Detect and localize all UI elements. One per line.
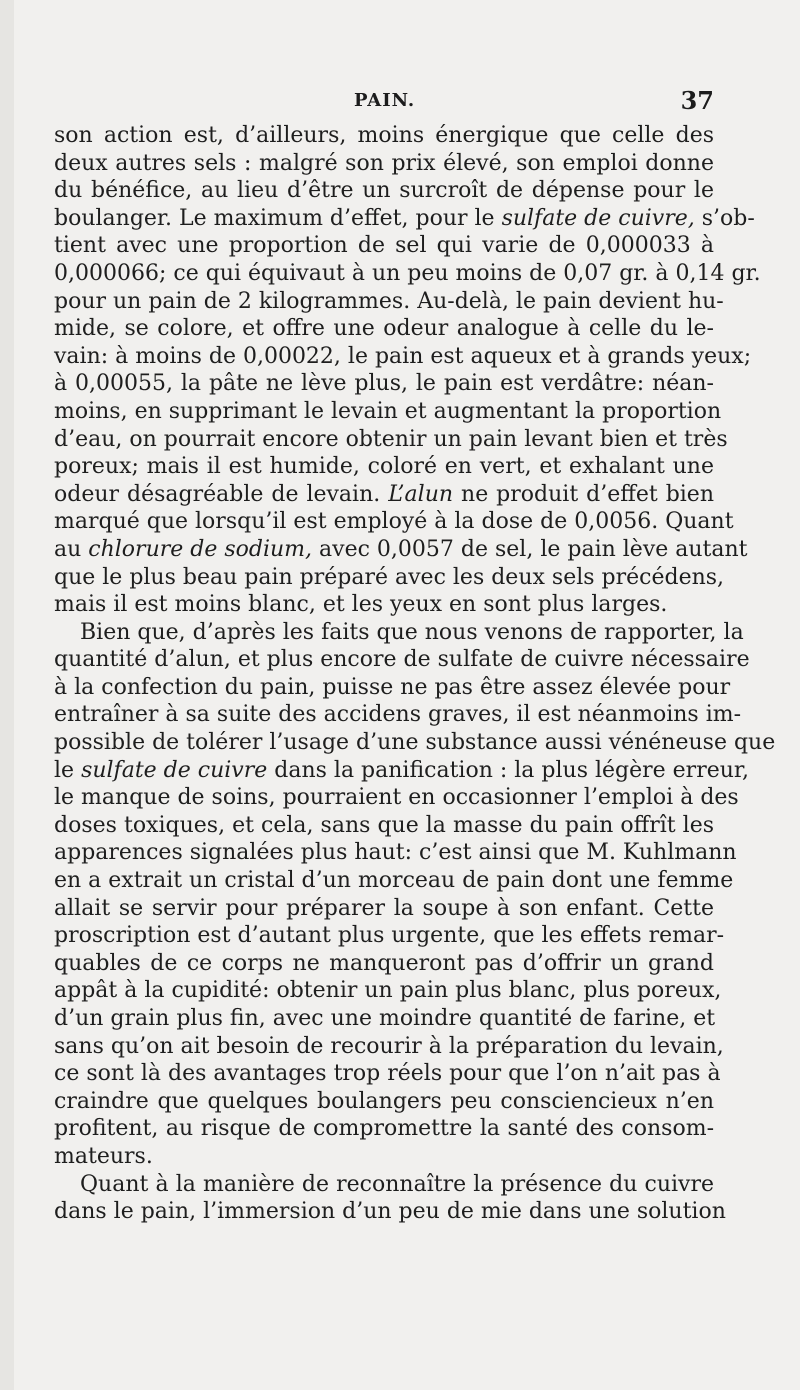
page-header — [54, 88, 714, 118]
body-text — [54, 122, 776, 1226]
italic-term: chlorure de sodium, — [88, 536, 313, 562]
page-number: 37 — [680, 86, 714, 115]
text-line: appât à la cupidité: obtenir un pain plus blanc, plus poreux, — [54, 978, 722, 1004]
running-head: PAIN. — [354, 90, 416, 111]
text-line: apparences signalées plus haut: c’est ainsi que M. Kuhlmann — [54, 840, 737, 866]
text-line: tient avec une proportion de sel qui varie de 0,000033 à — [54, 233, 714, 259]
text-line: proscription est d’autant plus urgente, que les effets remar- — [54, 923, 725, 949]
text-line: en a extrait un cristal d’un morceau de pain dont une femme — [54, 868, 734, 894]
text-line: vain: à moins de 0,00022, le pain est aqueux et à grands yeux; — [54, 343, 752, 369]
text-line: profitent, au risque de compromettre la santé des consom- — [54, 1116, 714, 1142]
text-line: pour un pain de 2 kilogrammes. Au-delà, le pain devient hu- — [54, 288, 724, 314]
text-line: à la confection du pain, puisse ne pas être assez élevée pour — [54, 674, 731, 700]
text-line: marqué que lorsqu’il est employé à la dose de 0,0056. Quant — [54, 509, 734, 535]
italic-term: sulfate de cuivre — [81, 757, 268, 783]
text-line: quables de ce corps ne manqueront pas d’offrir un grand — [54, 950, 714, 976]
text-line: allait se servir pour préparer la soupe à son enfant. Cette — [54, 895, 714, 921]
text-line: possible de tolérer l’usage d’une substance aussi vénéneuse que — [54, 730, 776, 756]
paragraph-start: Bien que, d’après les faits que nous venons de rapporter, la — [80, 619, 744, 645]
text-line: son action est, d’ailleurs, moins énergique que celle des — [54, 123, 714, 148]
text-line: poreux; mais il est humide, coloré en vert, et exhalant une — [54, 454, 714, 480]
text-line: moins, en supprimant le levain et augmentant la proportion — [54, 398, 722, 424]
text-line: entraîner à sa suite des accidens graves, il est néanmoins im- — [54, 702, 742, 728]
text-line: 0,000066; ce qui équivaut à un peu moins de 0,07 gr. à 0,14 gr. — [54, 260, 761, 286]
paragraph-start: Quant à la manière de reconnaître la présence du cuivre — [80, 1171, 714, 1197]
text-line: doses toxiques, et cela, sans que la masse du pain offrît les — [54, 812, 714, 838]
text-line: à 0,00055, la pâte ne lève plus, le pain est verdâtre: néan- — [54, 371, 714, 397]
italic-term: sulfate de cuivre, — [501, 205, 695, 231]
text-line: au chlorure de sodium, avec 0,0057 de sel, le pain lève autant — [54, 536, 748, 562]
text-line: d’eau, on pourrait encore obtenir un pain levant bien et très — [54, 426, 728, 452]
text-line: du bénéfice, au lieu d’être un surcroît de dépense pour le — [54, 178, 714, 204]
text-line: dans le pain, l’immersion d’un peu de mie dans une solution — [54, 1199, 726, 1225]
italic-term: L’alun — [388, 481, 454, 507]
text-line: mateurs. — [54, 1143, 153, 1169]
text-line: quantité d’alun, et plus encore de sulfate de cuivre nécessaire — [54, 647, 750, 673]
text-line: mide, se colore, et offre une odeur analogue à celle du le- — [54, 316, 714, 342]
text-line: d’un grain plus fin, avec une moindre quantité de farine, et — [54, 1006, 716, 1031]
text-line: sans qu’on ait besoin de recourir à la préparation du levain, — [54, 1033, 724, 1059]
text-line: deux autres sels : malgré son prix élevé, son emploi donne — [54, 150, 714, 176]
text-line: boulanger. Le maximum d’effet, pour le sulfate de cuivre, s’ob- — [54, 205, 755, 231]
text-line: le sulfate de cuivre dans la panification : la plus légère erreur, — [54, 757, 749, 783]
text-line: craindre que quelques boulangers peu consciencieux n’en — [54, 1088, 714, 1114]
text-line: le manque de soins, pourraient en occasionner l’emploi à des — [54, 785, 739, 811]
text-line: odeur désagréable de levain. L’alun ne produit d’effet bien — [54, 481, 714, 507]
text-line: que le plus beau pain préparé avec les deux sels précédens, — [54, 564, 725, 590]
text-line: ce sont là des avantages trop réels pour que l’on n’ait pas à — [54, 1061, 721, 1087]
text-line: mais il est moins blanc, et les yeux en sont plus larges. — [54, 592, 668, 618]
